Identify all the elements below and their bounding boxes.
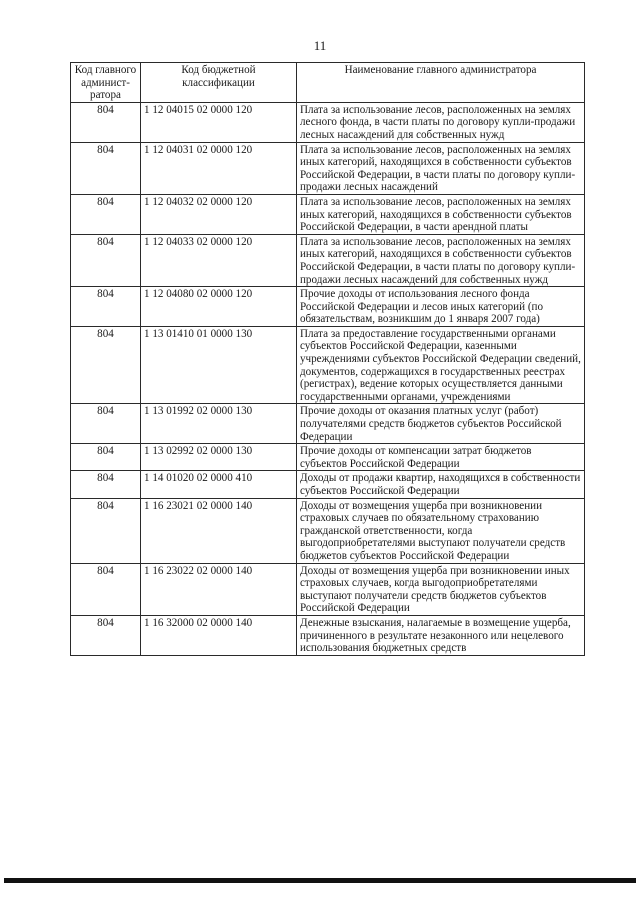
kbk-cell: 1 12 04080 02 0000 120 xyxy=(141,287,297,327)
name-cell: Плата за предоставление государственными органами субъектов Российской Федерации, казенными учреждениями субъектов Российской Федерации сведений, документов, содержащихся в государственных реестрах (регистрах), ведение которых осуществляется данными государственными органами, учреждениями xyxy=(297,326,585,404)
admin-code-cell: 804 xyxy=(71,404,141,444)
admin-code-cell: 804 xyxy=(71,194,141,234)
kbk-cell: 1 12 04033 02 0000 120 xyxy=(141,234,297,286)
header-administrator-name: Наименование главного администратора xyxy=(297,63,585,103)
table-row xyxy=(71,287,585,327)
kbk-cell: 1 14 01020 02 0000 410 xyxy=(141,471,297,498)
table-header-row xyxy=(71,63,585,103)
kbk-cell: 1 16 32000 02 0000 140 xyxy=(141,615,297,655)
name-cell: Доходы от возмещения ущерба при возникновении страховых случаев по обязательному страхованию гражданской ответственности, когда выгодоприобретателями выступают получатели средств бюджетов субъектов Российской Федерации xyxy=(297,498,585,563)
admin-code-cell: 804 xyxy=(71,471,141,498)
admin-code-cell: 804 xyxy=(71,142,141,194)
kbk-cell: 1 12 04015 02 0000 120 xyxy=(141,102,297,142)
scan-edge-bar xyxy=(4,878,636,883)
name-cell: Прочие доходы от использования лесного фонда Российской Федерации и лесов иных категорий (по обязательствам, возникшим до 1 января 2007 года) xyxy=(297,287,585,327)
kbk-cell: 1 13 01992 02 0000 130 xyxy=(141,404,297,444)
name-cell: Плата за использование лесов, расположенных на землях иных категорий, находящихся в собственности субъектов Российской Федерации, в части арендной платы xyxy=(297,194,585,234)
name-cell: Плата за использование лесов, расположенных на землях иных категорий, находящихся в собственности субъектов Российской Федерации, в части платы по договору купли-продажи лесных насаждений xyxy=(297,142,585,194)
table-row xyxy=(71,234,585,286)
table-row xyxy=(71,444,585,471)
admin-code-cell: 804 xyxy=(71,444,141,471)
name-cell: Прочие доходы от оказания платных услуг (работ) получателями средств бюджетов субъектов Российской Федерации xyxy=(297,404,585,444)
admin-code-cell: 804 xyxy=(71,102,141,142)
admin-code-cell: 804 xyxy=(71,563,141,615)
kbk-cell: 1 13 02992 02 0000 130 xyxy=(141,444,297,471)
name-cell: Доходы от продажи квартир, находящихся в собственности субъектов Российской Федерации xyxy=(297,471,585,498)
admin-code-cell: 804 xyxy=(71,287,141,327)
table-row xyxy=(71,102,585,142)
name-cell: Денежные взыскания, налагаемые в возмещение ущерба, причиненного в результате незаконного или нецелевого использования бюджетных средств xyxy=(297,615,585,655)
table-row xyxy=(71,498,585,563)
page-number: 11 xyxy=(313,38,327,53)
name-cell: Плата за использование лесов, расположенных на землях иных категорий, находящихся в собственности субъектов Российской Федерации, в части платы по договору купли-продажи лесных насаждений для собственных нужд xyxy=(297,234,585,286)
kbk-cell: 1 16 23022 02 0000 140 xyxy=(141,563,297,615)
table-row xyxy=(71,471,585,498)
kbk-cell: 1 12 04031 02 0000 120 xyxy=(141,142,297,194)
admin-code-cell: 804 xyxy=(71,498,141,563)
header-budget-classification-code: Код бюджетной классификации xyxy=(141,63,297,103)
table-row xyxy=(71,142,585,194)
kbk-cell: 1 16 23021 02 0000 140 xyxy=(141,498,297,563)
name-cell: Плата за использование лесов, расположенных на землях лесного фонда, в части платы по договору купли-продажи лесных насаждений для собственных нужд xyxy=(297,102,585,142)
table-row xyxy=(71,615,585,655)
admin-code-cell: 804 xyxy=(71,615,141,655)
table-row xyxy=(71,404,585,444)
kbk-cell: 1 13 01410 01 0000 130 xyxy=(141,326,297,404)
name-cell: Доходы от возмещения ущерба при возникновении иных страховых случаев, когда выгодоприобретателями выступают получатели средств бюджетов субъектов Российской Федерации xyxy=(297,563,585,615)
table-row xyxy=(71,194,585,234)
revenue-administrators-table xyxy=(70,62,585,656)
kbk-cell: 1 12 04032 02 0000 120 xyxy=(141,194,297,234)
admin-code-cell: 804 xyxy=(71,234,141,286)
header-admin-code: Код главного админист-ратора xyxy=(71,63,141,103)
admin-code-cell: 804 xyxy=(71,326,141,404)
name-cell: Прочие доходы от компенсации затрат бюджетов субъектов Российской Федерации xyxy=(297,444,585,471)
table-row xyxy=(71,563,585,615)
table-row xyxy=(71,326,585,404)
